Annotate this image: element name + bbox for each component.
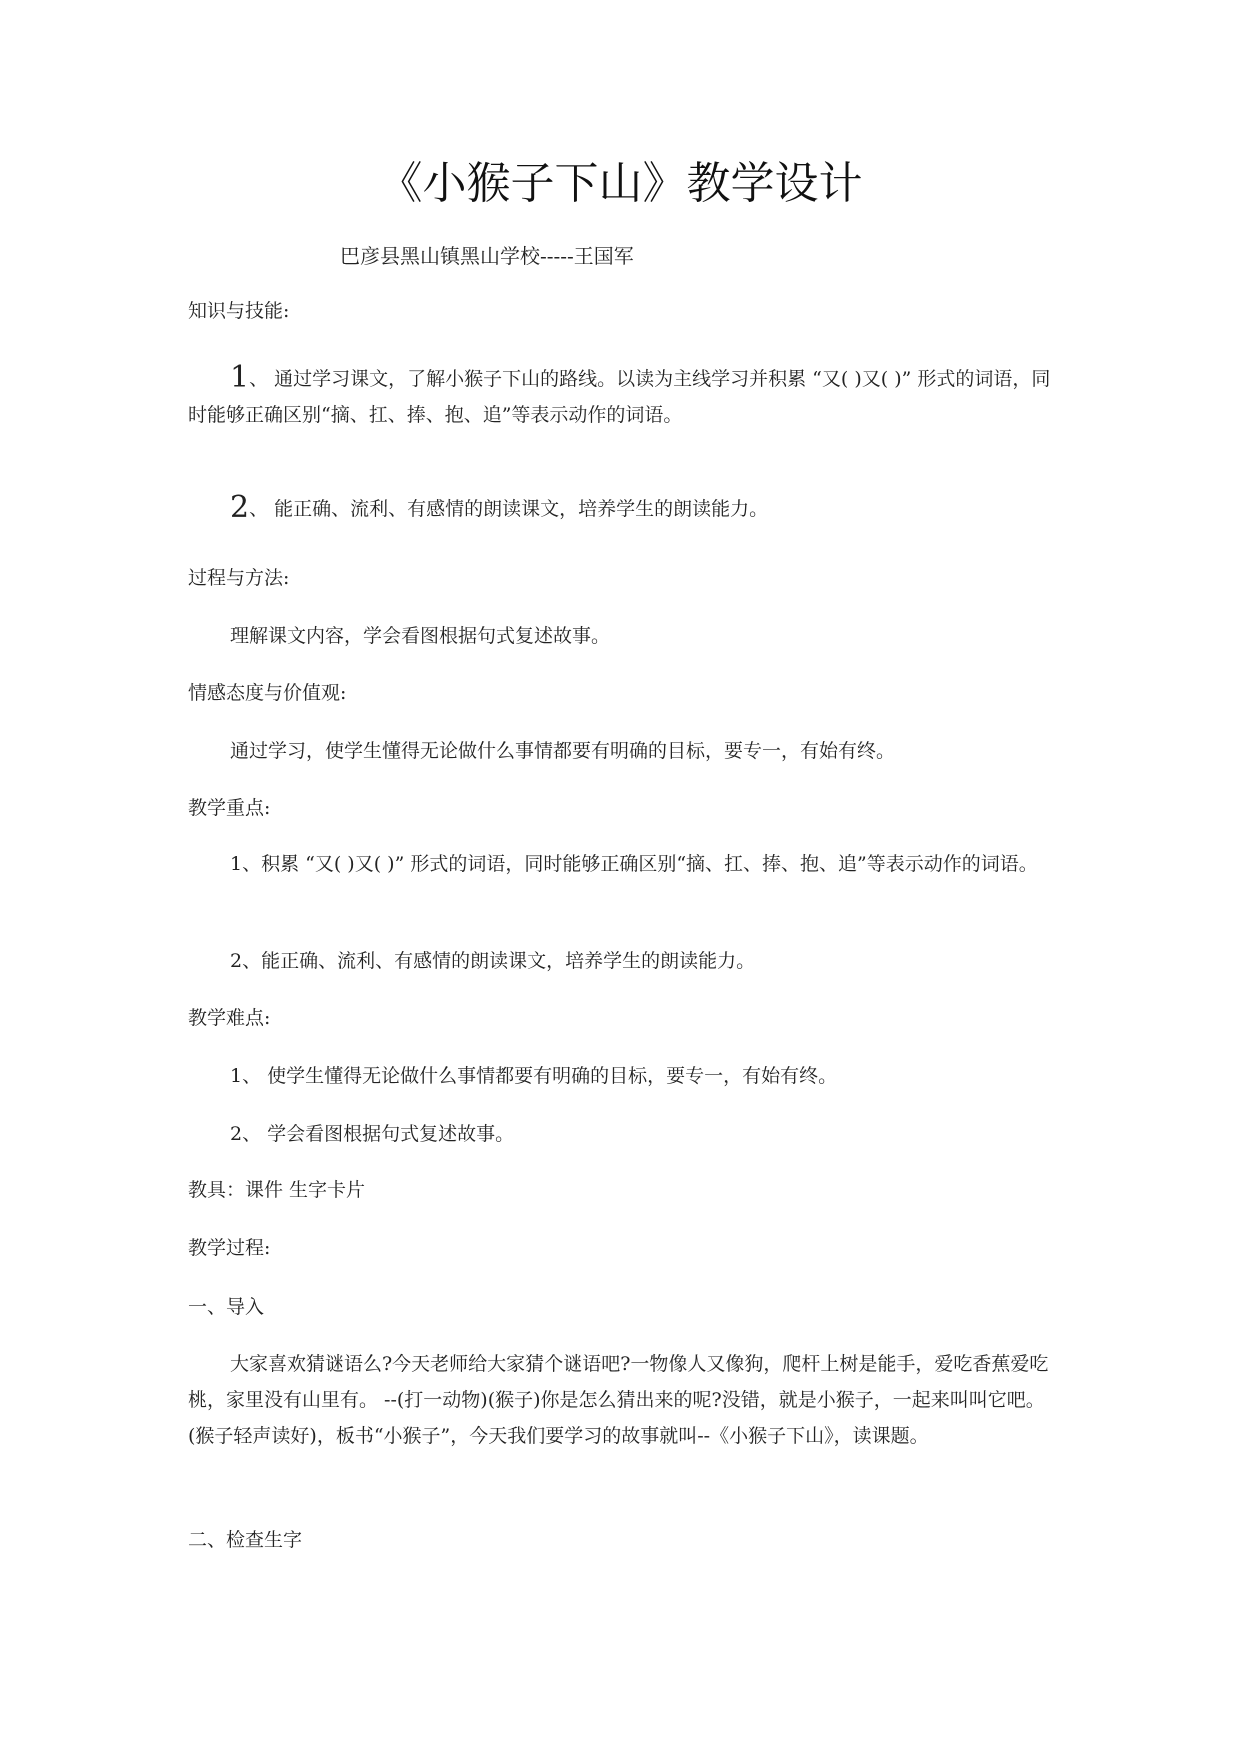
knowledge-item-2: [188, 490, 1054, 527]
heading-emotion: 情感态度与价值观:: [188, 682, 347, 704]
heading-teaching-process: 教学过程:: [188, 1237, 271, 1259]
knowledge-item-1: [188, 360, 1054, 433]
section-1-heading: 一、导入: [188, 1296, 265, 1318]
emotion-text: 通过学习，使学生懂得无论做什么事情都要有明确的目标，要专一，有始有终。: [230, 740, 896, 762]
section-1-text: 大家喜欢猜谜语么?今天老师给大家猜个谜语吧?一物像人又像狗，爬杆上树是能手，爱吃香蕉爱吃桃，家里没有山里有。 --(打一动物)(猴子)你是怎么猜出来的呢?没错，就是小猴子，一起来叫叫它吧。(猴子轻声读好)，板书“小猴子”，今天我们要学习的故事就叫--《小猴子下山》，读课题。: [188, 1353, 1049, 1447]
heading-process: 过程与方法:: [188, 567, 290, 589]
difficulty-2: 2、 学会看图根据句式复述故事。: [230, 1123, 515, 1145]
tools-text: 教具：课件 生字卡片: [188, 1179, 366, 1201]
heading-key-points: 教学重点:: [188, 797, 271, 819]
document-author: 巴彦县黑山镇黑山学校-----王国军: [340, 244, 634, 268]
key-point-2: 2、能正确、流利、有感情的朗读课文，培养学生的朗读能力。: [230, 950, 756, 972]
difficulty-1: 1、 使学生懂得无论做什么事情都要有明确的目标，要专一，有始有终。: [230, 1065, 838, 1087]
section-2-heading: 二、检查生字: [188, 1529, 303, 1551]
key-point-1: 1、积累 “又( )又( )” 形式的词语，同时能够正确区别“摘、扛、捧、抱、追”等表示动作的词语。: [230, 853, 1038, 875]
knowledge-item-2-number: 2: [230, 490, 250, 525]
knowledge-item-2-text: 、 能正确、流利、有感情的朗读课文，培养学生的朗读能力。: [249, 498, 769, 520]
knowledge-item-1-text: 、 通过学习课文，了解小猴子下山的路线。以读为主线学习并积累 “又( )又( )” 形式的词语，同时能够正确区别“摘、扛、捧、抱、追”等表示动作的词语。: [188, 368, 1051, 426]
process-text: 理解课文内容，学会看图根据句式复述故事。: [230, 625, 611, 647]
document-title: 《小猴子下山》教学设计: [378, 158, 863, 209]
knowledge-item-1-number: 1: [230, 360, 250, 395]
heading-knowledge: 知识与技能:: [188, 300, 290, 322]
heading-difficulties: 教学难点:: [188, 1007, 271, 1029]
